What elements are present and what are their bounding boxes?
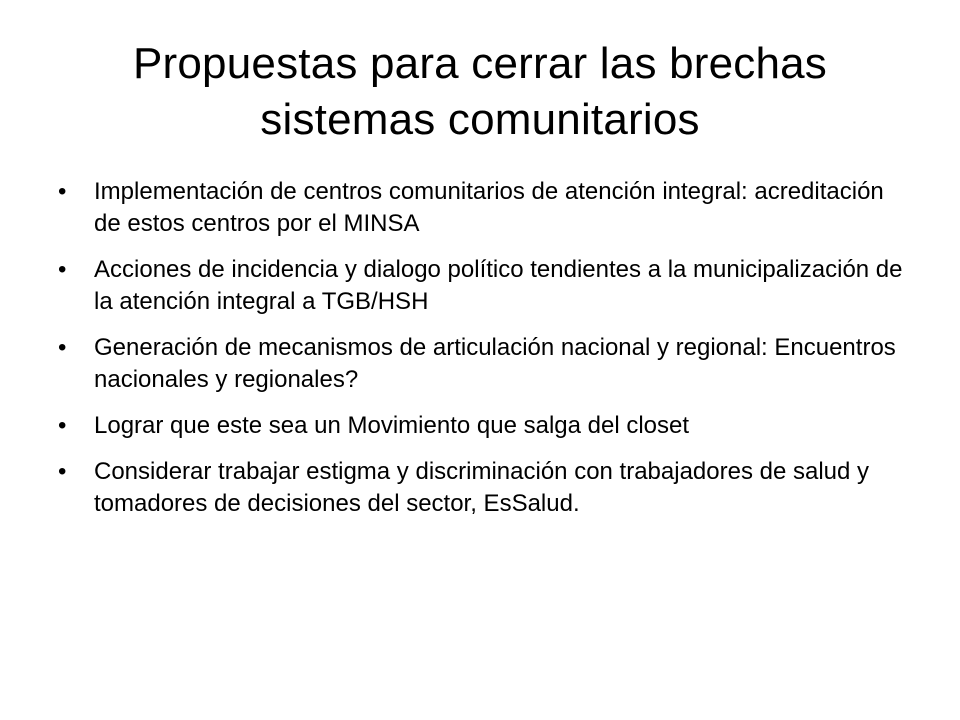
- slide-title-line-1: Propuestas para cerrar las brechas: [132, 39, 828, 88]
- bullet-list: [58, 176, 908, 534]
- bullet-text: Generación de mecanismos de articulación nacional y regional: Encuentros nacionales y regionales?: [94, 334, 896, 393]
- bullet-dot-icon: •: [58, 178, 67, 205]
- bullet-dot-icon: •: [58, 412, 67, 439]
- bullet-text: Implementación de centros comunitarios de atención integral: acreditación de estos centros por el MINSA: [94, 178, 884, 237]
- bullet-item: [58, 456, 908, 520]
- bullet-item: [58, 410, 908, 442]
- bullet-text: Lograr que este sea un Movimiento que salga del closet: [94, 412, 690, 439]
- bullet-dot-icon: •: [58, 256, 67, 283]
- bullet-item: [58, 332, 908, 396]
- slide-title: [40, 36, 920, 148]
- slide-title-line-2: sistemas comunitarios: [260, 95, 700, 144]
- bullet-item: [58, 176, 908, 240]
- bullet-text: Acciones de incidencia y dialogo político tendientes a la municipalización de la atención integral a TGB/HSH: [94, 256, 903, 315]
- bullet-dot-icon: •: [58, 458, 67, 485]
- bullet-item: [58, 254, 908, 318]
- bullet-dot-icon: •: [58, 334, 67, 361]
- bullet-text: Considerar trabajar estigma y discriminación con trabajadores de salud y tomadores de decisiones del sector, EsSalud.: [94, 458, 870, 517]
